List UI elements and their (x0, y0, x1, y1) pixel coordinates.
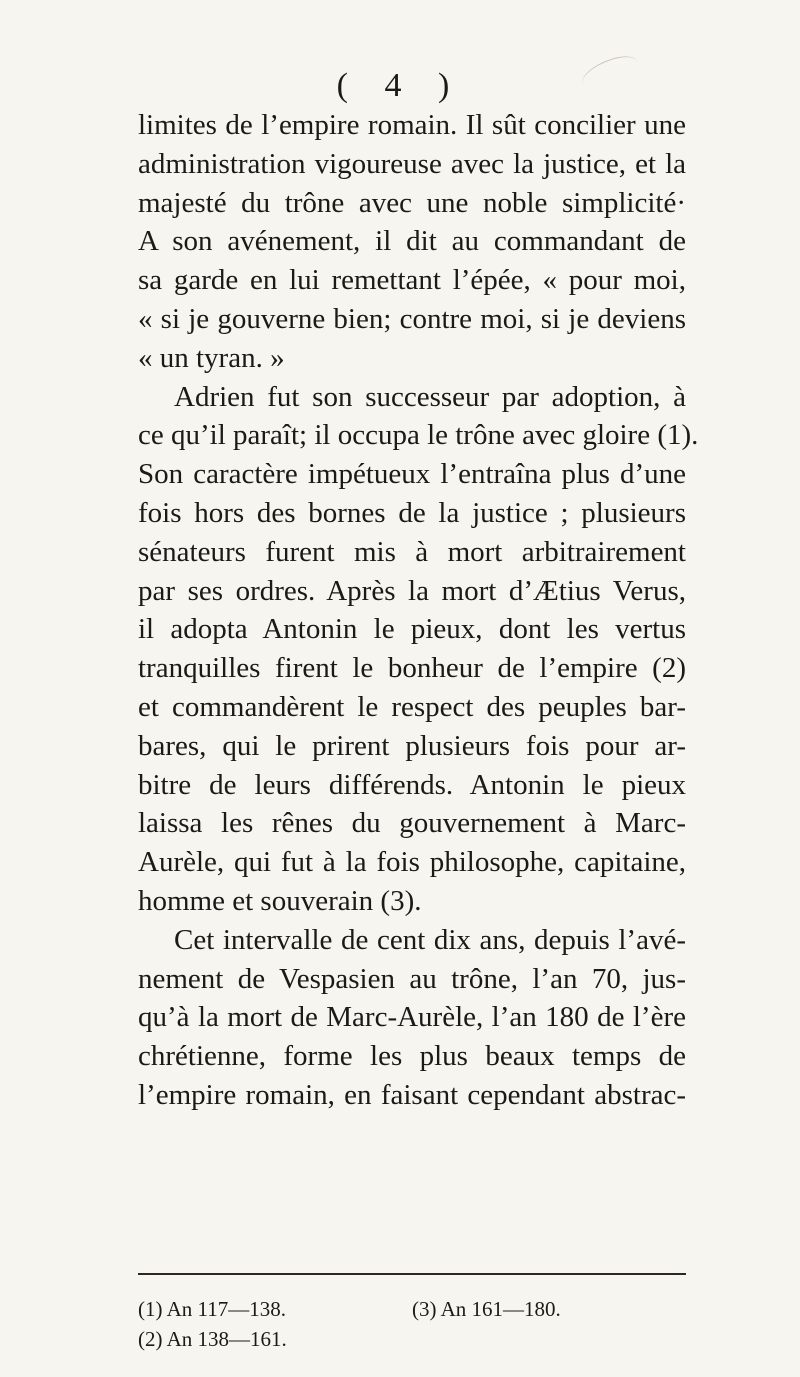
text-line: par ses ordres. Après la mort d’Ætius Verus, (138, 574, 686, 607)
text-line: sa garde en lui remettant l’épée, « pour moi, (138, 264, 686, 297)
text-line: « un tyran. » (138, 341, 285, 374)
text-line: ce qu’il paraît; il occupa le trône avec gloire (1). (138, 419, 699, 452)
text-line: bitre de leurs différends. Antonin le pieux (138, 768, 686, 801)
text-line: limites de l’empire romain. Il sût concilier une (138, 109, 686, 141)
text-line: bares, qui le prirent plusieurs fois pour ar- (138, 729, 686, 762)
text-line: qu’à la mort de Marc-Aurèle, l’an 180 de l’ère (138, 1001, 686, 1034)
text-line: chrétienne, forme les plus beaux temps de (138, 1040, 686, 1073)
text-line: Son caractère impétueux l’entraîna plus d’une (138, 458, 686, 491)
text-line: l’empire romain, en faisant cependant abstrac- (138, 1078, 686, 1111)
text-line: fois hors des bornes de la justice ; plusieurs (138, 496, 686, 529)
text-line: laissa les rênes du gouvernement à Marc- (138, 807, 686, 840)
footnotes (138, 1294, 686, 1354)
footnote-row (138, 1324, 686, 1354)
text-line: il adopta Antonin le pieux, dont les vertus (138, 613, 686, 646)
page-number: ( 4 ) (336, 67, 464, 104)
text-line: sénateurs furent mis à mort arbitrairement (138, 535, 686, 568)
text-line: A son avénement, il dit au commandant de (138, 225, 686, 258)
body-text (138, 106, 699, 1115)
text-line: tranquilles firent le bonheur de l’empire (2) (138, 652, 686, 685)
text-line: et commandèrent le respect des peuples bar- (138, 690, 686, 723)
text-line: administration vigoureuse avec la justice, et la (138, 147, 686, 180)
footnote-3: (3) An 161—180. (412, 1297, 561, 1321)
footnote-row (138, 1294, 686, 1324)
text-line: « si je gouverne bien; contre moi, si je deviens (138, 302, 686, 335)
text-line: homme et souverain (3). (138, 884, 422, 917)
text-line: nement de Vespasien au trône, l’an 70, jus- (138, 962, 686, 995)
text-line: Adrien fut son successeur par adoption, à (174, 380, 686, 413)
text-line: Aurèle, qui fut à la fois philosophe, capitaine, (138, 846, 686, 879)
footnote-2: (2) An 138—161. (138, 1327, 287, 1351)
text-line: Cet intervalle de cent dix ans, depuis l’avé- (174, 923, 686, 956)
footnote-rule (138, 1273, 686, 1275)
footnote-1: (1) An 117—138. (138, 1297, 286, 1321)
text-line: majesté du trône avec une noble simplicité· (138, 186, 686, 219)
